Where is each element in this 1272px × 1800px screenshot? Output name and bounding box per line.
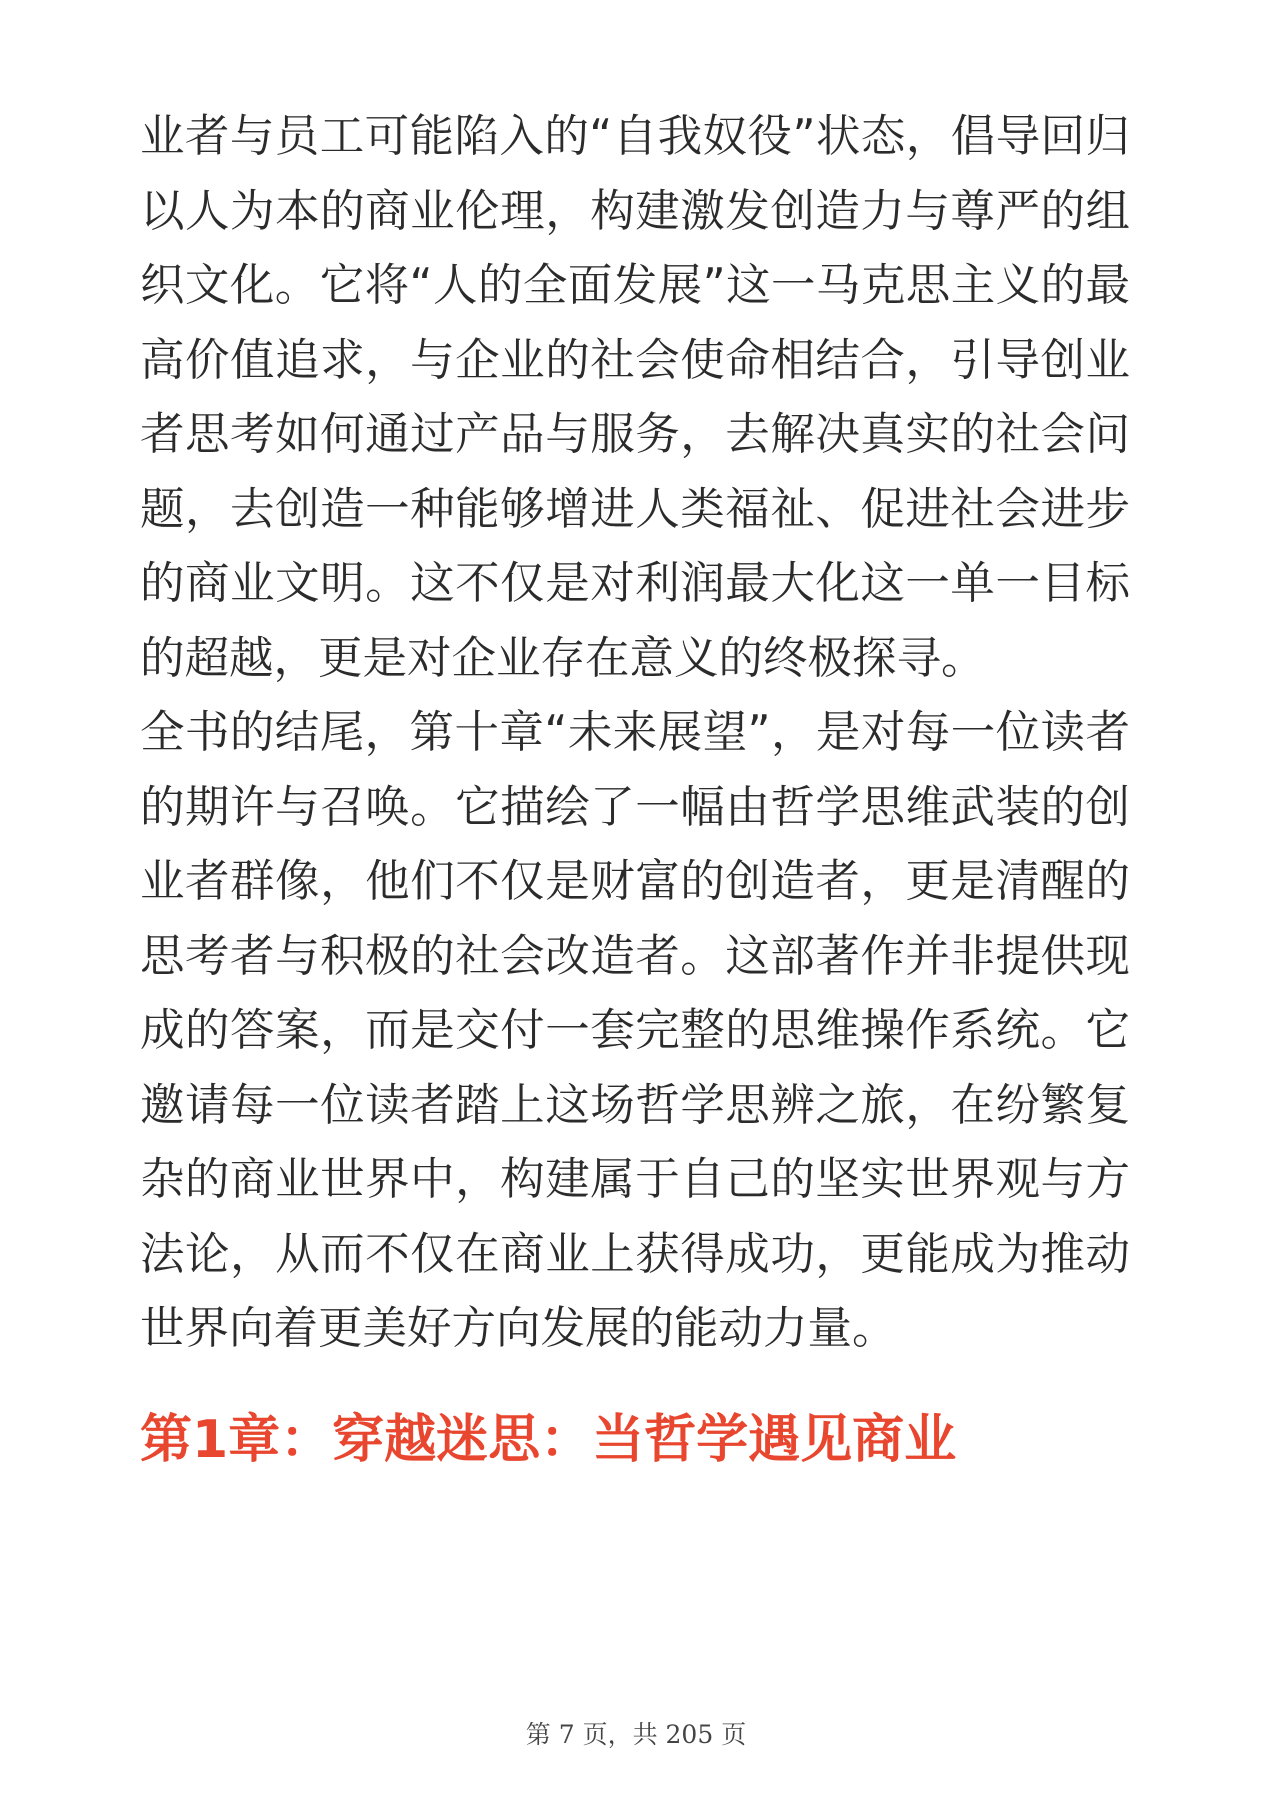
body-paragraph: 业者与员工可能陷入的“自我奴役”状态，倡导回归以人为本的商业伦理，构建激发创造力与尊严的组织文化。它将“人的全面发展”这一马克思主义的最高价值追求，与企业的社会使命相结合，引导创业者思考如何通过产品与服务，去解决真实的社会问题，去创造一种能够增进人类福祉、促进社会进步的商业文明。这不仅是对利润最大化这一单一目标的超越，更是对企业存在意义的终极探寻。: [140, 111, 1130, 684]
page-body: [140, 100, 1130, 1367]
body-paragraph: 全书的结尾，第十章“未来展望”，是对每一位读者的期许与召唤。它描绘了一幅由哲学思维武装的创业者群像，他们不仅是财富的创造者，更是清醒的思考者与积极的社会改造者。这部著作并非提供现成的答案，而是交付一套完整的思维操作系统。它邀请每一位读者踏上这场哲学思辨之旅，在纷繁复杂的商业世界中，构建属于自己的坚实世界观与方法论，从而不仅在商业上获得成功，更能成为推动世界向着更美好方向发展的能动力量。: [140, 707, 1130, 1354]
page-number-footer: 第 7 页，共 205 页: [525, 1720, 747, 1749]
chapter-heading: 第1章：穿越迷思：当哲学遇见商业: [140, 1410, 957, 1470]
